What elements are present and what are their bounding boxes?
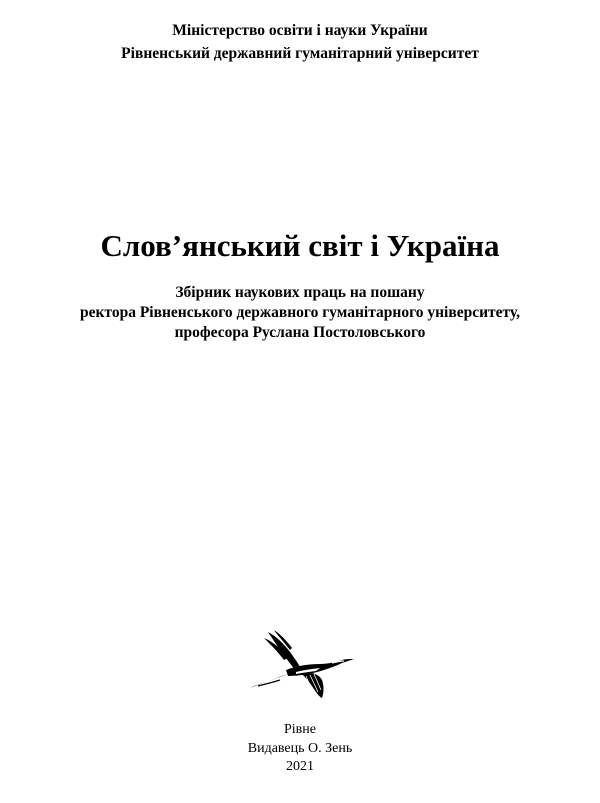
header: [0, 19, 600, 65]
city: Рівне: [284, 722, 316, 737]
stork-icon: [246, 630, 356, 698]
subtitle-line-3: професора Руслана Постоловського: [174, 324, 426, 341]
page-title: Слов’янський світ і Україна: [100, 228, 500, 263]
imprint: [0, 721, 600, 777]
subtitle-line-2: ректора Рівненського державного гуманітарного університету,: [79, 304, 520, 321]
year: 2021: [286, 759, 314, 774]
subtitle: [0, 283, 600, 343]
subtitle-line-1: Збірник наукових праць на пошану: [175, 284, 425, 301]
university-name: Рівненський державний гуманітарний університет: [121, 45, 479, 62]
ministry-name: Міністерство освіти і науки України: [172, 22, 428, 39]
publisher: Видавець О. Зень: [247, 740, 353, 756]
